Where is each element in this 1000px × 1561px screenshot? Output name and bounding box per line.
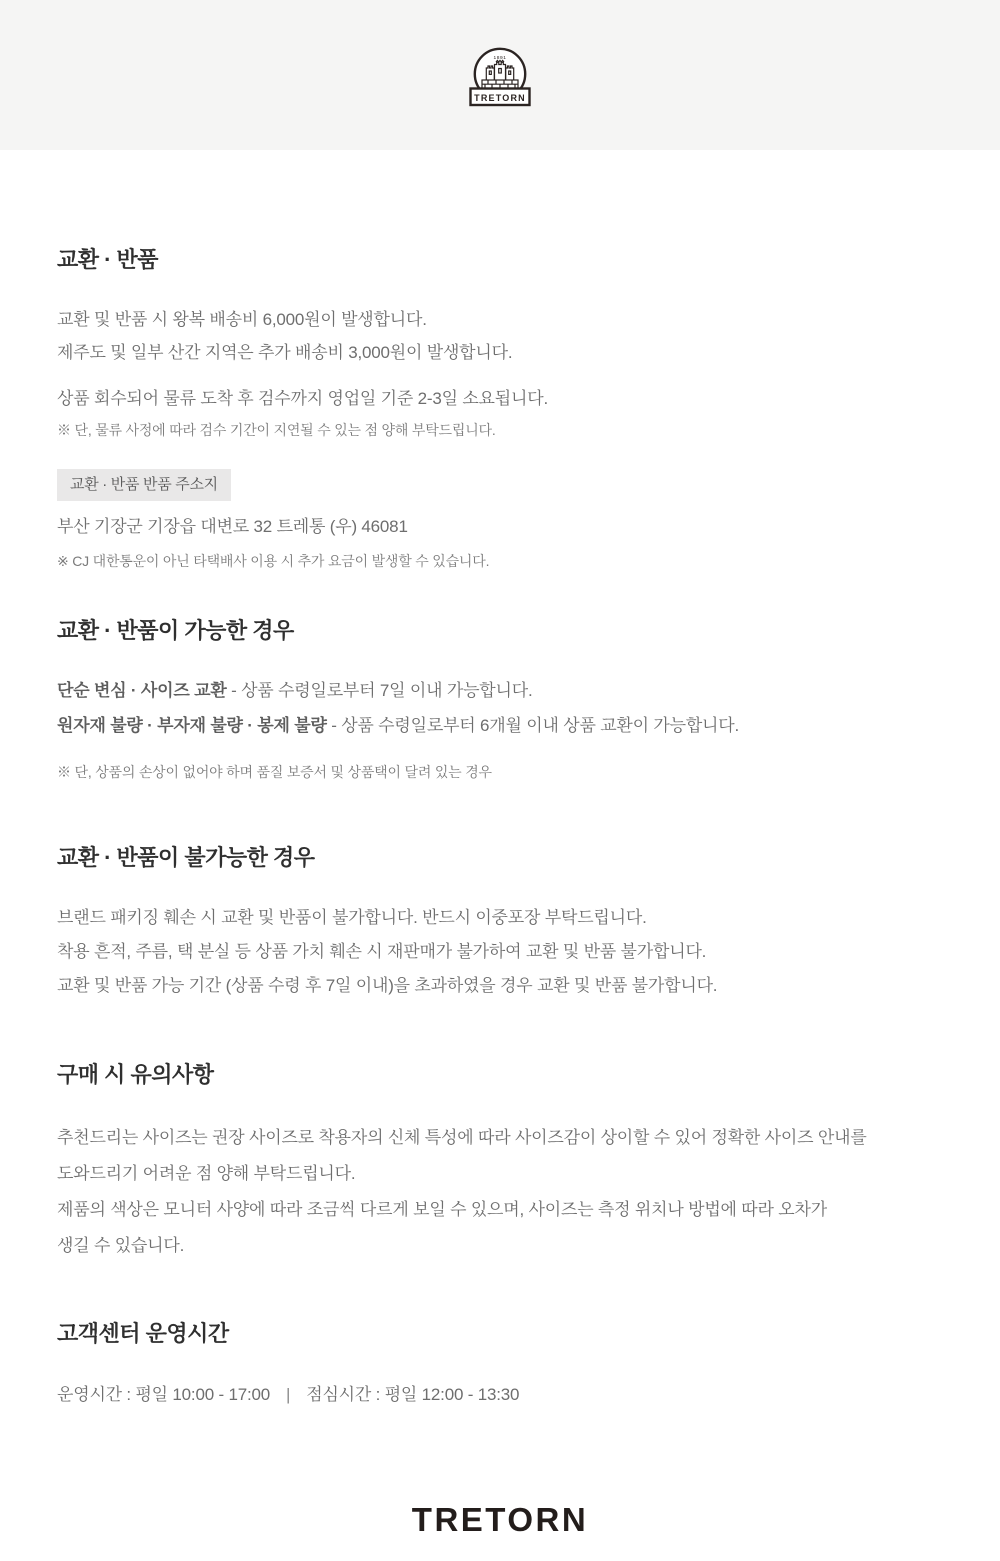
hours-separator: | bbox=[286, 1385, 291, 1404]
shipping-fee-paragraph bbox=[57, 303, 943, 369]
inspection-period-line: 상품 회수되어 물류 도착 후 검수까지 영업일 기준 2-3일 소요됩니다. bbox=[57, 389, 548, 408]
purchase-notice-line: 추천드리는 사이즈는 권장 사이즈로 착용자의 신체 특성에 따라 사이즈감이 상이할 수 있어 정확한 사이즈 안내를 bbox=[57, 1128, 867, 1147]
castle-badge-icon bbox=[465, 46, 535, 110]
allowed-condition-note: ※ 단, 상품의 손상이 없어야 하며 품질 보증서 및 상품택이 달려 있는 경우 bbox=[57, 764, 492, 780]
purchase-notice-line: 생길 수 있습니다. bbox=[57, 1236, 185, 1255]
purchase-notice-line: 제품의 색상은 모니터 사양에 따라 조금씩 다르게 보일 수 있으며, 사이즈는 측정 위치나 방법에 따라 오차가 bbox=[57, 1200, 827, 1219]
not-allowed-cases bbox=[57, 901, 943, 1003]
not-allowed-case-packaging: 브랜드 패키징 훼손 시 교환 및 반품이 불가합니다. 반드시 이중포장 부탁드립니다. bbox=[57, 908, 647, 927]
operating-hours: 운영시간 : 평일 10:00 - 17:00 bbox=[57, 1385, 271, 1404]
section-customer-center bbox=[57, 1322, 943, 1411]
section-exchange-not-allowed bbox=[57, 846, 943, 1003]
exchange-allowed-title: 교환 · 반품이 가능한 경우 bbox=[57, 618, 294, 643]
section-exchange-allowed bbox=[57, 619, 943, 784]
allowed-case-simple-change bbox=[57, 673, 943, 708]
purchase-notice-line: 도와드리기 어려운 점 양해 부탁드립니다. bbox=[57, 1164, 356, 1183]
jeju-fee-line: 제주도 및 일부 산간 지역은 추가 배송비 3,000원이 발생합니다. bbox=[57, 343, 513, 362]
section-exchange-return bbox=[57, 248, 943, 573]
allowed-case-rest: - 상품 수령일로부터 6개월 이내 상품 교환이 가능합니다. bbox=[326, 716, 740, 735]
shipping-fee-line: 교환 및 반품 시 왕복 배송비 6,000원이 발생합니다. bbox=[57, 310, 427, 329]
courier-surcharge-note: ※ CJ 대한통운이 아닌 타택배사 이용 시 추가 요금이 발생할 수 있습니다. bbox=[57, 553, 490, 569]
not-allowed-case-damage: 착용 흔적, 주름, 택 분실 등 상품 가치 훼손 시 재판매가 불가하여 교환 및 반품 불가합니다. bbox=[57, 942, 707, 961]
return-address: 부산 기장군 기장읍 대변로 32 트레통 (우) 46081 bbox=[57, 517, 408, 536]
allowed-case-lead: 원자재 불량 · 부자재 불량 · 봉제 불량 bbox=[57, 716, 327, 735]
exchange-not-allowed-title: 교환 · 반품이 불가능한 경우 bbox=[57, 845, 315, 870]
header-band bbox=[0, 0, 1000, 150]
inspection-delay-note: ※ 단, 물류 사정에 따라 검수 기간이 지연될 수 있는 점 양해 부탁드립니다. bbox=[57, 422, 496, 438]
allowed-case-defect bbox=[57, 708, 943, 743]
tretorn-badge-logo bbox=[465, 46, 535, 110]
return-address-label: 교환 · 반품 반품 주소지 bbox=[57, 469, 231, 501]
lunch-hours: 점심시간 : 평일 12:00 - 13:30 bbox=[306, 1385, 520, 1404]
purchase-notice-title: 구매 시 유의사항 bbox=[57, 1062, 214, 1087]
purchase-notice-paragraph bbox=[57, 1120, 943, 1264]
exchange-return-title: 교환 · 반품 bbox=[57, 247, 159, 272]
not-allowed-case-period: 교환 및 반품 가능 기간 (상품 수령 후 7일 이내)을 초과하였을 경우 교환 및 반품 불가합니다. bbox=[57, 976, 718, 995]
allowed-case-rest: - 상품 수령일로부터 7일 이내 가능합니다. bbox=[226, 681, 533, 700]
tretorn-wordmark: TRETORN bbox=[411, 1501, 589, 1538]
policy-content bbox=[0, 248, 1000, 1539]
badge-brand-text: TRETORN bbox=[474, 92, 526, 103]
badge-year: 1891 bbox=[493, 56, 507, 61]
allowed-case-lead: 단순 변심 · 사이즈 교환 bbox=[57, 681, 227, 700]
customer-center-title: 고객센터 운영시간 bbox=[57, 1321, 229, 1346]
allowed-cases bbox=[57, 673, 943, 743]
section-purchase-notice bbox=[57, 1063, 943, 1264]
customer-center-hours bbox=[57, 1378, 943, 1411]
